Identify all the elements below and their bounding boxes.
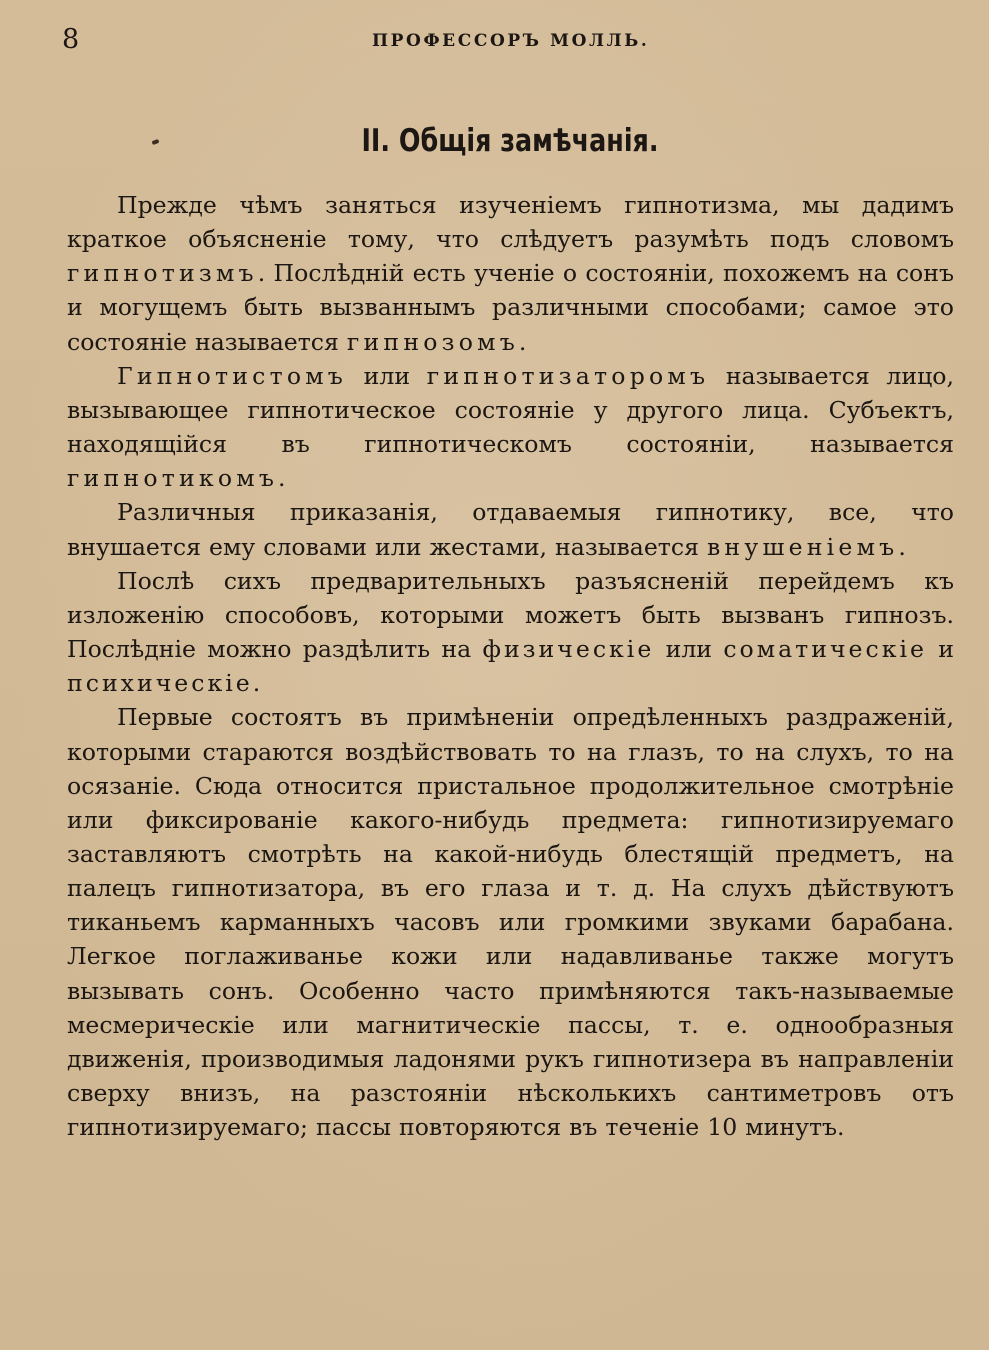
- section-heading: II. Общія замѣчанія.: [361, 123, 659, 159]
- paragraph-4: [67, 564, 954, 701]
- spaced-term: гипнотизаторомъ: [426, 361, 710, 390]
- spaced-term: гипнозомъ: [346, 327, 519, 356]
- paragraph-1: [67, 188, 954, 359]
- running-title: ПРОФЕССОРЪ МОЛЛЬ.: [372, 31, 650, 51]
- paragraph-2: [67, 359, 954, 496]
- paragraph-text: называется лицо, вызывающее гипнотическое состояніе у другого лица. Субъектъ, находящійся въ гипнотическомъ состояніи, называется: [67, 361, 954, 459]
- running-head: [62, 22, 952, 58]
- paragraph-5: [67, 700, 954, 1144]
- paragraph-text: Прежде чѣмъ заняться изученіемъ гипнотизма, мы дадимъ краткое объясненіе тому, что слѣдуетъ разумѣть подъ словомъ: [67, 191, 954, 254]
- paragraph-text: .: [252, 669, 261, 698]
- paragraph-3: [67, 495, 954, 563]
- paragraph-text: Послѣ сихъ предварительныхъ разъясненій перейдемъ къ изложенію способовъ, которыми можетъ быть вызванъ гипнозъ. Послѣдніе можно раздѣлить на: [67, 566, 954, 664]
- paragraph-text: .: [518, 327, 527, 356]
- body-text: [67, 188, 954, 1144]
- spaced-term: физическіе: [482, 635, 655, 664]
- spaced-term: психическіе: [67, 669, 253, 698]
- spaced-term: Гипнотистомъ: [117, 361, 348, 390]
- paragraph-text: и: [926, 635, 954, 664]
- paragraph-text: Различныя приказанія, отдаваемыя гипнотику, все, что внушается ему словами или жестами, называется: [67, 498, 954, 561]
- spaced-term: гипнотикомъ: [67, 464, 279, 493]
- paragraph-text: .: [898, 532, 906, 561]
- paragraph-text: .: [278, 464, 286, 493]
- paragraph-text: или: [654, 635, 724, 664]
- paragraph-text: Первые состоятъ въ примѣненіи опредѣленныхъ раздраженій, которыми стараются воздѣйствовать то на глазъ, то на слухъ, то на осязаніе. Сюда относится пристальное продолжительное смотрѣніе или фиксированіе какого-нибудь предмета: гипнотизируемаго заставляютъ смотрѣть на какой-нибудь блестящій предметъ, на палецъ гипнотизатора, въ его глаза и т. д. На слухъ дѣйствуютъ тиканьемъ карманныхъ часовъ или громкими звуками барабана. Легкое поглаживанье кожи или надавливанье также могутъ вызывать сонъ. Особенно часто примѣняются такъ-называемые месмерическіе или магнитическіе пассы, т. е. однообразныя движенія, производимыя ладонями рукъ гипнотизера въ направленіи сверху внизъ, на разстояніи нѣсколькихъ сантиметровъ отъ гипнотизируемаго; пассы повторяются въ теченіе 10 минутъ.: [67, 703, 954, 1142]
- paragraph-text: . Послѣдній есть ученіе о состояніи, похожемъ на сонъ и могущемъ быть вызваннымъ различными способами; самое это состояніе называется: [67, 259, 954, 356]
- spaced-term: соматическіе: [723, 635, 927, 664]
- paragraph-text: или: [347, 361, 427, 390]
- spaced-term: гипнотизмъ: [67, 259, 258, 288]
- page-number: 8: [62, 24, 80, 55]
- spaced-term: внушеніемъ: [706, 532, 899, 561]
